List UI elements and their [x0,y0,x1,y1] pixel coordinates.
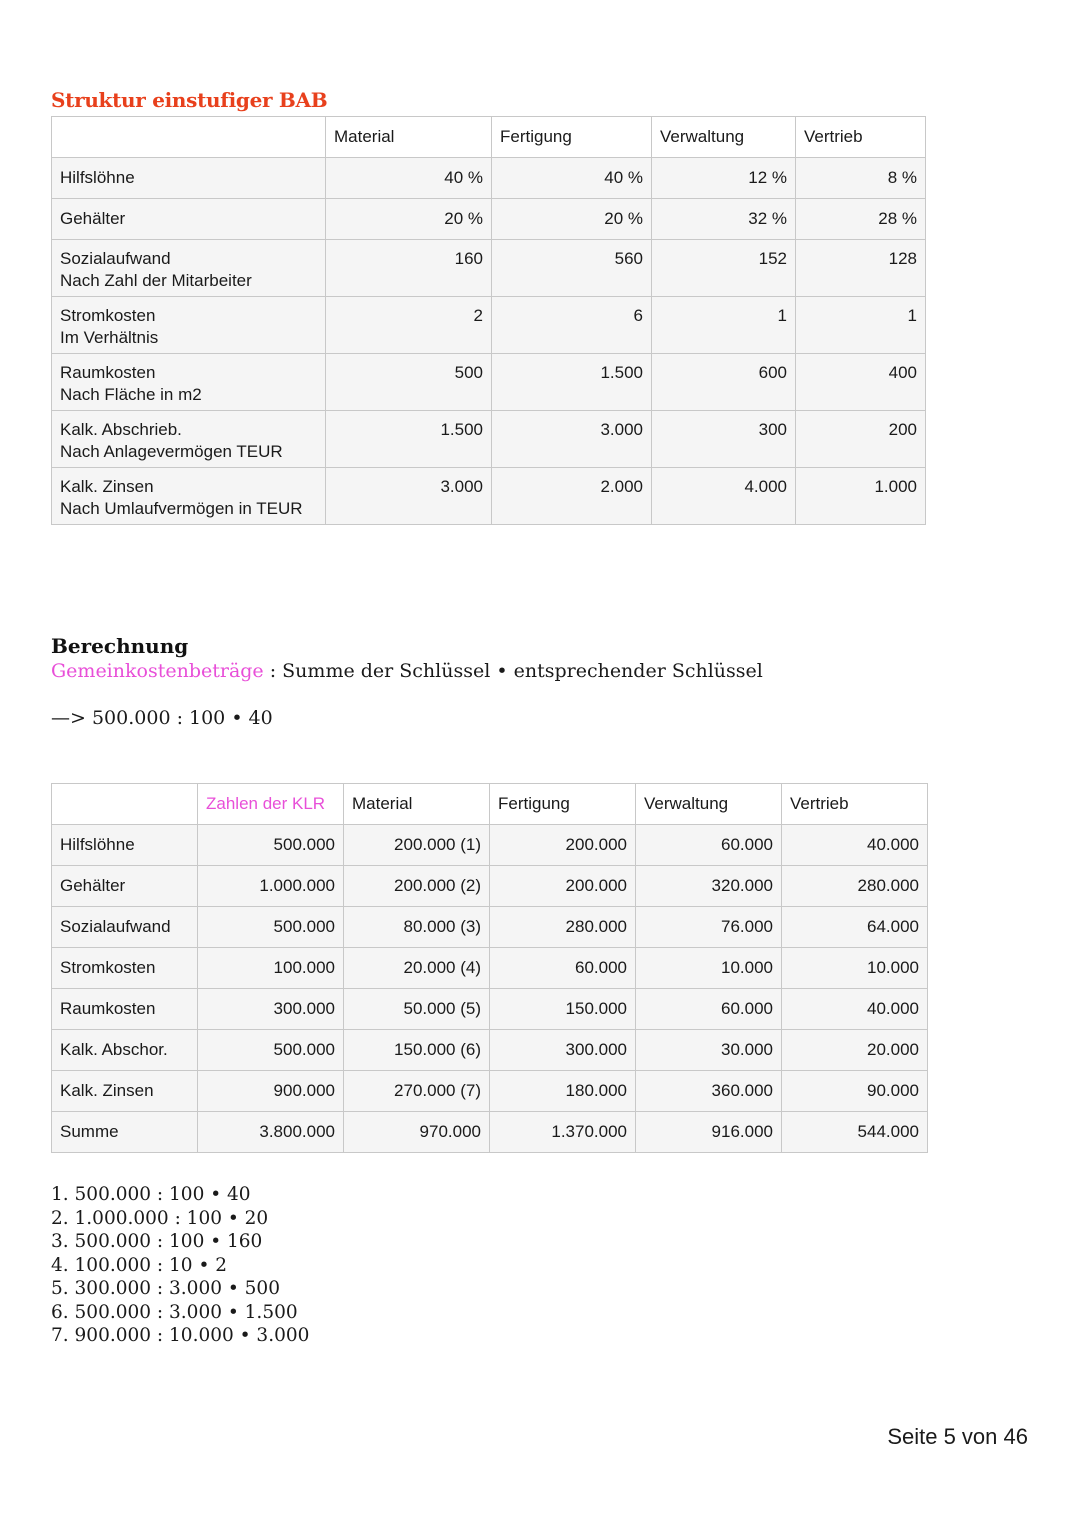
header-cell-empty [52,784,198,825]
table-cell: 76.000 [636,907,782,948]
header-cell-fertigung: Fertigung [492,117,652,158]
row-label: Stromkosten [52,948,198,989]
table-cell: 20.000 (4) [344,948,490,989]
table-cell: 40 % [326,158,492,199]
page-number: Seite 5 von 46 [887,1424,1028,1449]
table-cell: 30.000 [636,1030,782,1071]
table-cell: 200.000 (1) [344,825,490,866]
table-cell: 300.000 [198,989,344,1030]
table-cell: 1 [652,297,796,354]
row-label [52,468,326,525]
row-label: Gehälter [52,866,198,907]
table-cell: 544.000 [782,1112,928,1153]
table-cell: 50.000 (5) [344,989,490,1030]
section-title-berechnung: Berechnung [51,634,189,658]
table-row [52,297,926,354]
list-item: 7. 900.000 : 10.000 • 3.000 [51,1325,310,1346]
table-cell: 12 % [652,158,796,199]
table-cell: 500.000 [198,1030,344,1071]
table-cell: 300.000 [490,1030,636,1071]
table-cell: 280.000 [782,866,928,907]
table-cell: 3.800.000 [198,1112,344,1153]
table-cell: 90.000 [782,1071,928,1112]
table-cell: 1.500 [326,411,492,468]
bab-calculation-table [51,783,928,1153]
table-cell: 560 [492,240,652,297]
row-label: Kalk. Zinsen [52,1071,198,1112]
table-cell: 1.370.000 [490,1112,636,1153]
table-cell: 8 % [796,158,926,199]
table-cell: 360.000 [636,1071,782,1112]
table-row [52,1030,928,1071]
table-cell: 400 [796,354,926,411]
table-cell: 1.000 [796,468,926,525]
row-label-sub: Nach Umlaufvermögen in TEUR [60,499,303,518]
list-item: 1. 500.000 : 100 • 40 [51,1184,251,1205]
header-cell-material: Material [344,784,490,825]
table-cell: 180.000 [490,1071,636,1112]
table-cell: 600 [652,354,796,411]
row-label-main: Kalk. Zinsen [60,477,154,496]
table-cell: 4.000 [652,468,796,525]
table-cell: 3.000 [492,411,652,468]
table-cell: 320.000 [636,866,782,907]
table-row [52,468,926,525]
row-label-main: Stromkosten [60,306,156,325]
table-cell: 200.000 [490,866,636,907]
row-label: Hilfslöhne [52,825,198,866]
table-cell: 80.000 (3) [344,907,490,948]
table-cell: 10.000 [782,948,928,989]
header-cell-klr: Zahlen der KLR [198,784,344,825]
table-cell: 1 [796,297,926,354]
row-label-main: Raumkosten [60,363,156,382]
list-item: 2. 1.000.000 : 100 • 20 [51,1207,269,1229]
table-cell: 500 [326,354,492,411]
table-cell: 200.000 [490,825,636,866]
row-label: Kalk. Abschor. [52,1030,198,1071]
formula-rest: : Summe der Schlüssel • entsprechender Schlüssel [263,660,763,682]
table-cell: 20.000 [782,1030,928,1071]
table-cell: 20 % [326,199,492,240]
table-cell: 152 [652,240,796,297]
table-cell: 40 % [492,158,652,199]
table-cell: 900.000 [198,1071,344,1112]
header-cell-empty [52,117,326,158]
table-cell: 40.000 [782,825,928,866]
row-label-main: Kalk. Abschrieb. [60,420,182,439]
header-cell-vertrieb: Vertrieb [796,117,926,158]
table-row [52,866,928,907]
table-row [52,948,928,989]
table-cell: 20 % [492,199,652,240]
table-cell: 40.000 [782,989,928,1030]
table-row [52,354,926,411]
table-cell: 200 [796,411,926,468]
table-cell: 2.000 [492,468,652,525]
table-header-row [52,117,926,158]
table-cell: 150.000 [490,989,636,1030]
table-cell: 500.000 [198,825,344,866]
table-cell: 300 [652,411,796,468]
table-row [52,1071,928,1112]
table-cell: 60.000 [490,948,636,989]
list-item: 3. 500.000 : 100 • 160 [51,1231,263,1252]
table-row [52,411,926,468]
list-item: 4. 100.000 : 10 • 2 [51,1254,228,1276]
table-cell: 128 [796,240,926,297]
row-label-main: Sozialaufwand [60,249,171,268]
row-label: Sozialaufwand [52,907,198,948]
table-cell: 10.000 [636,948,782,989]
table-cell: 6 [492,297,652,354]
table-cell: 1.500 [492,354,652,411]
table-cell: 60.000 [636,989,782,1030]
formula-highlight: Gemeinkostenbeträge [51,660,264,682]
header-cell-verwaltung: Verwaltung [652,117,796,158]
formula-example: —> 500.000 : 100 • 40 [51,707,273,729]
table-row [52,199,926,240]
table-row-summe [52,1112,928,1153]
row-label: Raumkosten [52,989,198,1030]
table-cell: 916.000 [636,1112,782,1153]
table-row [52,240,926,297]
table-row [52,989,928,1030]
row-label: Summe [52,1112,198,1153]
formula-text [51,660,763,682]
calculation-list [51,1183,309,1348]
header-cell-vertrieb: Vertrieb [782,784,928,825]
table-cell: 1.000.000 [198,866,344,907]
table-row [52,158,926,199]
row-label [52,354,326,411]
table-cell: 150.000 (6) [344,1030,490,1071]
table-cell: 500.000 [198,907,344,948]
row-label-sub: Im Verhältnis [60,328,159,347]
row-label-sub: Nach Anlagevermögen TEUR [60,442,283,461]
table-cell: 280.000 [490,907,636,948]
table-row [52,825,928,866]
table-cell: 60.000 [636,825,782,866]
header-cell-fertigung: Fertigung [490,784,636,825]
table-header-row [52,784,928,825]
table-cell: 3.000 [326,468,492,525]
row-label [52,240,326,297]
section-title-struktur: Struktur einstufiger BAB [51,88,328,112]
table-cell: 2 [326,297,492,354]
table-cell: 200.000 (2) [344,866,490,907]
header-cell-verwaltung: Verwaltung [636,784,782,825]
table-cell: 32 % [652,199,796,240]
table-cell: 160 [326,240,492,297]
row-label: Hilfslöhne [52,158,326,199]
table-row [52,907,928,948]
row-label-sub: Nach Zahl der Mitarbeiter [60,271,252,290]
table-cell: 28 % [796,199,926,240]
row-label: Gehälter [52,199,326,240]
list-item: 5. 300.000 : 3.000 • 500 [51,1278,280,1299]
table-cell: 970.000 [344,1112,490,1153]
header-cell-material: Material [326,117,492,158]
row-label [52,297,326,354]
row-label-sub: Nach Fläche in m2 [60,385,202,404]
table-cell: 270.000 (7) [344,1071,490,1112]
table-cell: 100.000 [198,948,344,989]
row-label [52,411,326,468]
table-cell: 64.000 [782,907,928,948]
bab-structure-table [51,116,926,525]
list-item: 6. 500.000 : 3.000 • 1.500 [51,1301,298,1323]
